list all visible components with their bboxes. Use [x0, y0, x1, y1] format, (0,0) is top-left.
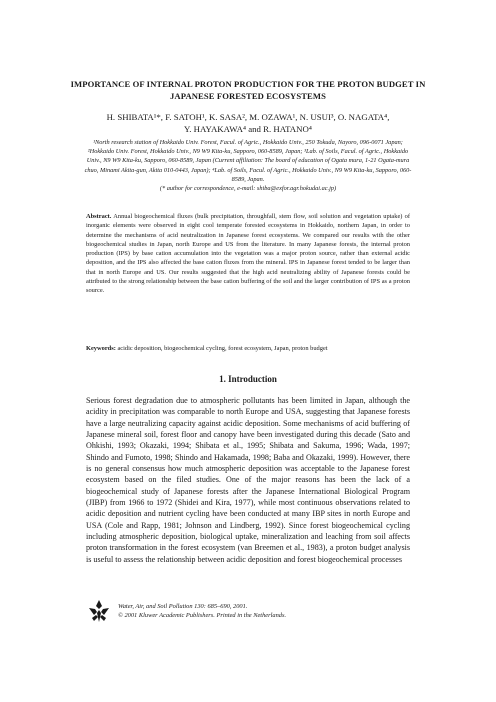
- copyright-line: © 2001 Kluwer Academic Publishers. Printed in the Netherlands.: [118, 612, 287, 619]
- body-paragraph: Serious forest degradation due to atmospheric pollutants has been limited in Japan, although the acidity in precipitation was comparable to north Europe and USA, suggesting that Japanese forests have a large neutralizing capacity against acidic deposition. Some mechanisms of acid buffering of Japanese mineral soil, forest floor and canopy have been investigated during this decade (Sato and Ohkishi, 1993; Okazaki, 1994; Shibata et al., 1995; Shibata and Sakuma, 1996; Wada, 1997; Shindo and Fumoto, 1998; Shindo and Hakamada, 1998; Baba and Okazaki, 1999). However, there is no general consensus how much atmospheric deposition was acceptable to the Japanese forest ecosystem based on the filed studies. One of the major reasons has been the lack of a biogeochemical study of Japanese forests after the Japanese International Biological Program (JIBP) from 1966 to 1972 (Shidei and Kira, 1977), while most continuous observations related to acidic deposition and nutrient cycling have been conducted at many IBP sites in north Europe and USA (Cole and Rapp, 1981; Johnson and Lindberg, 1992). Since forest biogeochemical cycling including atmospheric deposition, biological uptake, mineralization and leaching from soil affects proton transformation in the forest ecosystem (van Breemen et al., 1983), a proton budget analysis is useful to assess the relationship between acidic deposition and forest biogeochemical processes: [86, 396, 410, 564]
- abstract-label: Abstract.: [86, 213, 112, 220]
- abstract: [86, 212, 410, 296]
- author-list: [80, 111, 416, 135]
- affiliations: [84, 138, 412, 193]
- abstract-text: Annual biogeochemical fluxes (bulk precipitation, throughfall, stem flow, soil solution and vegetation uptake) of inorganic elements were observed in eight cool temperate forested ecosystems in Hokkaido, northern Japan, in order to determine the mechanisms of acid neutralization in Japanese forest ecosystems. We compared our results with the other biogeochemical studies in Japan, north Europe and US from the literature. In many Japanese forests, the internal proton production (IPS) by base cation accumulation into the vegetation was a major proton source, rather than external acidic deposition, and the IPS also affected the base cation fluxes from the mineral. IPS in Japanese forest tended to be larger than that in north Europe and US. Our results suggested that the high acid neutralizing ability of Japanese forests could be attributed to the strong relationship between the base cation buffering of the soil and the larger contribution of IPS as a proton source.: [86, 213, 410, 295]
- authors-line-1: H. SHIBATA¹*, F. SATOH¹, K. SASA², M. OZAWA¹, N. USUI³, O. NAGATA⁴,: [106, 112, 390, 122]
- keywords-label: Keywords:: [86, 345, 116, 352]
- keywords-text: acidic deposition, biogeochemical cycling, forest ecosystem, Japan, proton budget: [117, 345, 328, 352]
- journal-citation: Water, Air, and Soil Pollution 130: 685–690, 2001.: [118, 603, 248, 610]
- publication-footer: [86, 598, 416, 628]
- kluwer-logo-icon: [86, 598, 112, 624]
- footer-text: [118, 602, 414, 620]
- paper-title: IMPORTANCE OF INTERNAL PROTON PRODUCTION FOR THE PROTON BUDGET IN JAPANESE FORESTED ECOSYSTEMS: [70, 79, 426, 101]
- affiliation-text: ¹North research station of Hokkaido Univ. Forest, Facul. of Agric., Hokkaido Univ., 250 Tokuda, Nayoro, 096-0071 Japan; ²Hokkaido Univ. Forest, Hokkaido Univ., N9 W9 Kita-ku, Sapporo, 060-8589, Japan; ³Lab. of Soils, Facul. of Agric., Hokkaido Univ., N9 W9 Kita-ku, Sapporo, 060-8589, Japan (Current affiliation: The board of education of Ogata mura, 1-21 Ogata-mura chuo, Minami Akita-gun, Akita 010-0443, Japan); ⁴Lab. of Soils, Facul. of Agric., Hokkaido Univ., N9 W9 Kita-ku, Sapporo, 060-8589, Japan.: [84, 139, 412, 183]
- section-heading: 1. Introduction: [219, 374, 277, 384]
- authors-line-2: Y. HAYAKAWA⁴ and R. HATANO⁴: [184, 124, 312, 134]
- correspondence-note: (* author for correspondence, e-mail: shiba@exfor.agr.hokudai.ac.jp): [159, 185, 337, 193]
- keywords: [86, 344, 410, 353]
